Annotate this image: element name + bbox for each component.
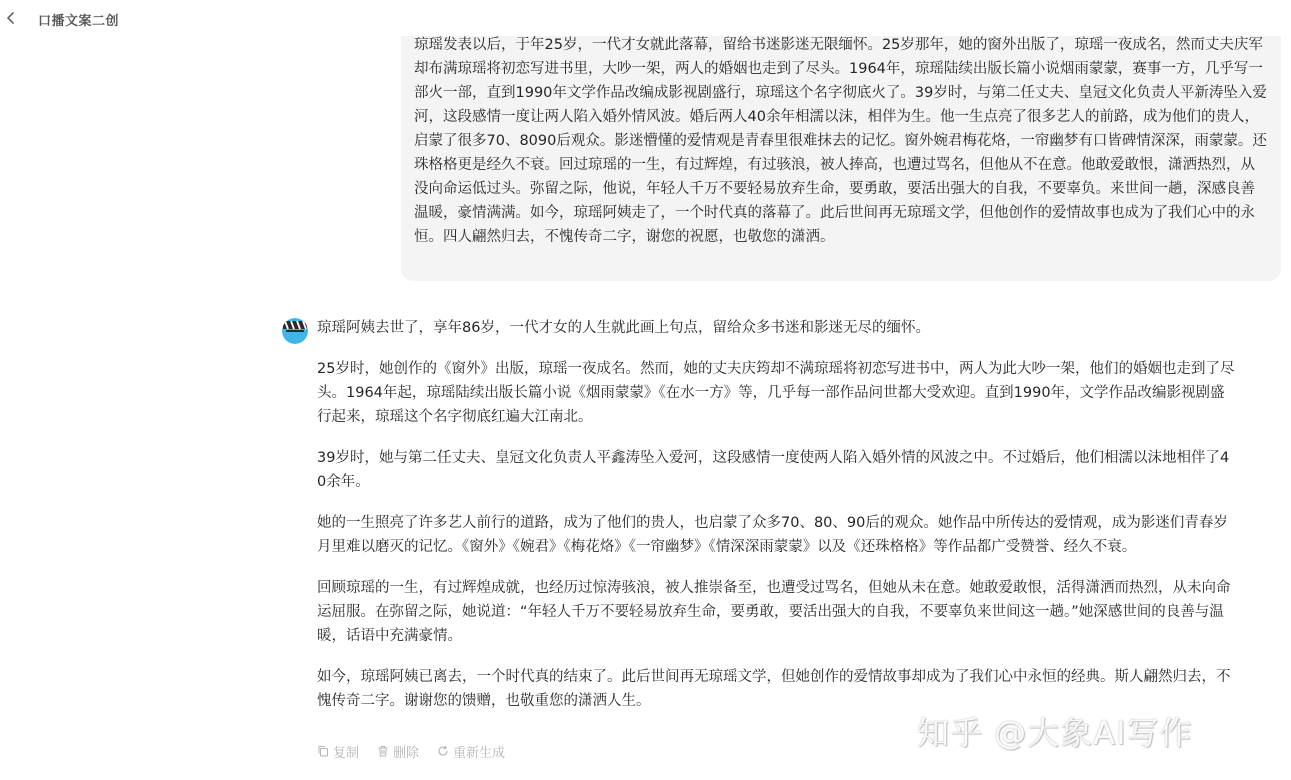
trash-icon xyxy=(377,745,389,757)
delete-label: 删除 xyxy=(393,745,420,761)
user-message-bubble xyxy=(401,24,1281,281)
back-button[interactable] xyxy=(2,9,20,27)
user-message-text: 琼瑶发表以后，于年25岁，一代才女就此落幕，留给书迷影迷无限缅怀。25岁那年，她的窗外出版了，琼瑶一夜成名，然而丈夫庆军却布满琼瑶将初恋写进书里，大吵一架，两人的婚姻也走到了尽头。1964年，琼瑶陆续出版长篇小说烟雨蒙蒙，赛事一方，几乎写一部火一部，直到1990年文学作品改编成影视剧盛行，琼瑶这个名字彻底火了。39岁时，与第二任丈夫、皇冠文化负责人平新涛坠入爱河，这段感情一度让两人陷入婚外情风波。婚后两人40余年相濡以沫，相伴为生。他一生点亮了很多艺人的前路，成为他们的贵人，启蒙了很多70、8090后观众。影迷懵懂的爱情观是青春里很难抹去的记忆。窗外婉君梅花烙，一帘幽梦有口皆碑情深深，雨蒙蒙。还珠格格更是经久不衰。回过琼瑶的一生，有过辉煌，有过骇浪，被人捧高，也遭过骂名，但他从不在意。他敢爱敢恨，潇洒热烈，从没向命运低过头。弥留之际，他说，年轻人千万不要轻易放弃生命，要勇敢，要活出强大的自我，不要辜负。来世间一趟，深感良善温暖，豪情满满。如今，琼瑶阿姨走了，一个时代真的落幕了。此后世间再无琼瑶文学，但他创作的爱情故事也成为了我们心中的永恒。四人翩然归去，不愧传奇二字，谢您的祝愿，也敬您的潇洒。 xyxy=(414,37,1267,245)
chevron-left-icon xyxy=(5,12,17,24)
top-bar xyxy=(0,0,1291,36)
copy-button[interactable] xyxy=(317,742,359,761)
reply-paragraph: 琼瑶阿姨去世了，享年86岁，一代才女的人生就此画上句点，留给众多书迷和影迷无尽的缅怀。 xyxy=(317,320,930,336)
assistant-avatar xyxy=(282,318,308,344)
clapperboard-icon xyxy=(282,318,308,344)
reply-paragraph: 她的一生照亮了许多艺人前行的道路，成为了他们的贵人，也启蒙了众多70、80、90后的观众。她作品中所传达的爱情观，成为影迷们青春岁月里难以磨灭的记忆。《窗外》《婉君》《梅花烙》《一帘幽梦》《情深深雨蒙蒙》以及《还珠格格》等作品都广受赞誉、经久不衰。 xyxy=(317,515,1228,555)
copy-label: 复制 xyxy=(333,745,360,761)
watermark: 知乎 @大象AI写作 xyxy=(917,714,1193,752)
refresh-icon xyxy=(437,745,449,757)
copy-icon xyxy=(317,745,329,757)
reply-paragraph: 39岁时，她与第二任丈夫、皇冠文化负责人平鑫涛坠入爱河，这段感情一度使两人陷入婚外情的风波之中。不过婚后，他们相濡以沫地相伴了40余年。 xyxy=(317,450,1230,490)
regenerate-button[interactable] xyxy=(437,742,505,761)
page-title: 口播文案二创 xyxy=(38,14,120,29)
assistant-reply xyxy=(317,316,1237,730)
regenerate-label: 重新生成 xyxy=(453,745,506,761)
message-actions xyxy=(317,741,505,761)
reply-paragraph: 回顾琼瑶的一生，有过辉煌成就，也经历过惊涛骇浪，被人推崇备至，也遭受过骂名，但她从未在意。她敢爱敢恨，活得潇洒而热烈，从未向命运屈服。在弥留之际，她说道：“年轻人千万不要轻易放弃生命，要勇敢，要活出强大的自我，不要辜负来世间这一趟。”她深感世间的良善与温暖，话语中充满豪情。 xyxy=(317,580,1231,644)
reply-paragraph: 如今，琼瑶阿姨已离去，一个时代真的结束了。此后世间再无琼瑶文学，但她创作的爱情故事却成为了我们心中永恒的经典。斯人翩然归去，不愧传奇二字。谢谢您的馈赠，也敬重您的潇洒人生。 xyxy=(317,669,1231,709)
delete-button[interactable] xyxy=(377,742,419,761)
reply-paragraph: 25岁时，她创作的《窗外》出版，琼瑶一夜成名。然而，她的丈夫庆筠却不满琼瑶将初恋写进书中，两人为此大吵一架，他们的婚姻也走到了尽头。1964年起，琼瑶陆续出版长篇小说《烟雨蒙蒙》《在水一方》等，几乎每一部作品问世都大受欢迎。直到1990年，文学作品改编影视剧盛行起来，琼瑶这个名字彻底红遍大江南北。 xyxy=(317,361,1235,425)
